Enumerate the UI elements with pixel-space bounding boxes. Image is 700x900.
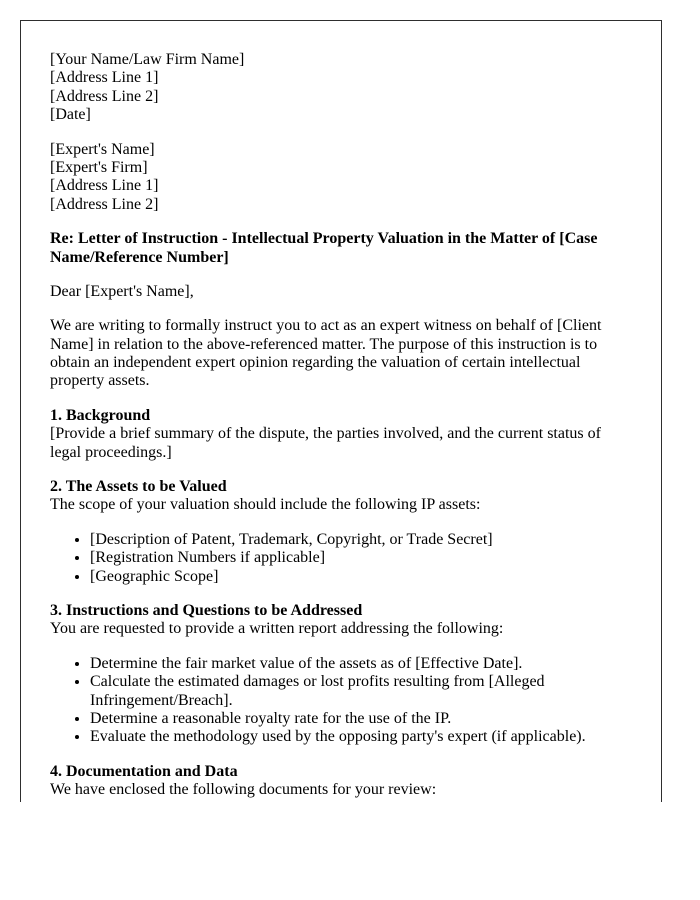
intro-paragraph: We are writing to formally instruct you to act as an expert witness on behalf of [Client Name] in relation to the above-referenced matter. The purpose of this instruction is to obtain an independent expert opinion regarding the valuation of certain intellectual property assets. — [50, 317, 602, 390]
section-background — [50, 407, 633, 462]
instruction-bullet-fair-market-value: • Determine the fair market value of the assets as of [Effective Date]. — [90, 655, 633, 673]
sender-name-line: [Your Name/Law Firm Name] — [50, 51, 245, 68]
recipient-address-line-1: [Address Line 1] — [50, 177, 159, 195]
instruction-bullet-royalty-rate: • Determine a reasonable royalty rate for the use of the IP. — [90, 710, 633, 728]
recipient-address-block — [50, 141, 633, 215]
section-instructions-body: You are requested to provide a written report addressing the following: — [50, 620, 504, 638]
section-assets-body: The scope of your valuation should include the following IP assets: — [50, 496, 481, 514]
sender-address-line-2: [Address Line 2] — [50, 87, 159, 105]
section-documentation-body: We have enclosed the following documents for your review: — [50, 781, 437, 799]
section-documentation-heading: 4. Documentation and Data — [50, 762, 238, 780]
recipient-firm-line: [Expert's Firm] — [50, 158, 148, 176]
instruction-bullet-damages: • Calculate the estimated damages or lost profits resulting from [Alleged Infringement/Breach]. — [90, 673, 633, 710]
section-instructions — [50, 602, 633, 639]
subject-line: Re: Letter of Instruction - Intellectual Property Valuation in the Matter of [Case Name/Reference Number] — [50, 230, 598, 266]
sender-address-line-1: [Address Line 1] — [50, 69, 159, 87]
recipient-name-line: [Expert's Name] — [50, 140, 155, 158]
asset-bullet-registration: • [Registration Numbers if applicable] — [90, 549, 633, 567]
salutation: Dear [Expert's Name], — [50, 282, 194, 300]
section-assets-heading: 2. The Assets to be Valued — [50, 478, 227, 496]
section-background-heading: 1. Background — [50, 406, 151, 424]
recipient-address-line-2: [Address Line 2] — [50, 195, 159, 213]
letter-date-line: [Date] — [50, 106, 91, 124]
sender-address-block — [50, 51, 633, 125]
asset-bullet-description: • [Description of Patent, Trademark, Copyright, or Trade Secret] — [90, 531, 633, 549]
section-instructions-heading: 3. Instructions and Questions to be Addressed — [50, 601, 363, 619]
section-assets — [50, 478, 633, 515]
instructions-bullet-list — [50, 655, 633, 747]
instruction-bullet-methodology: • Evaluate the methodology used by the opposing party's expert (if applicable). — [90, 728, 633, 746]
assets-bullet-list — [50, 531, 633, 586]
asset-bullet-geographic: • [Geographic Scope] — [90, 568, 633, 586]
section-background-body: [Provide a brief summary of the dispute, the parties involved, and the current status of legal proceedings.] — [50, 425, 601, 461]
section-documentation — [50, 763, 633, 800]
letter-frame — [20, 20, 662, 802]
